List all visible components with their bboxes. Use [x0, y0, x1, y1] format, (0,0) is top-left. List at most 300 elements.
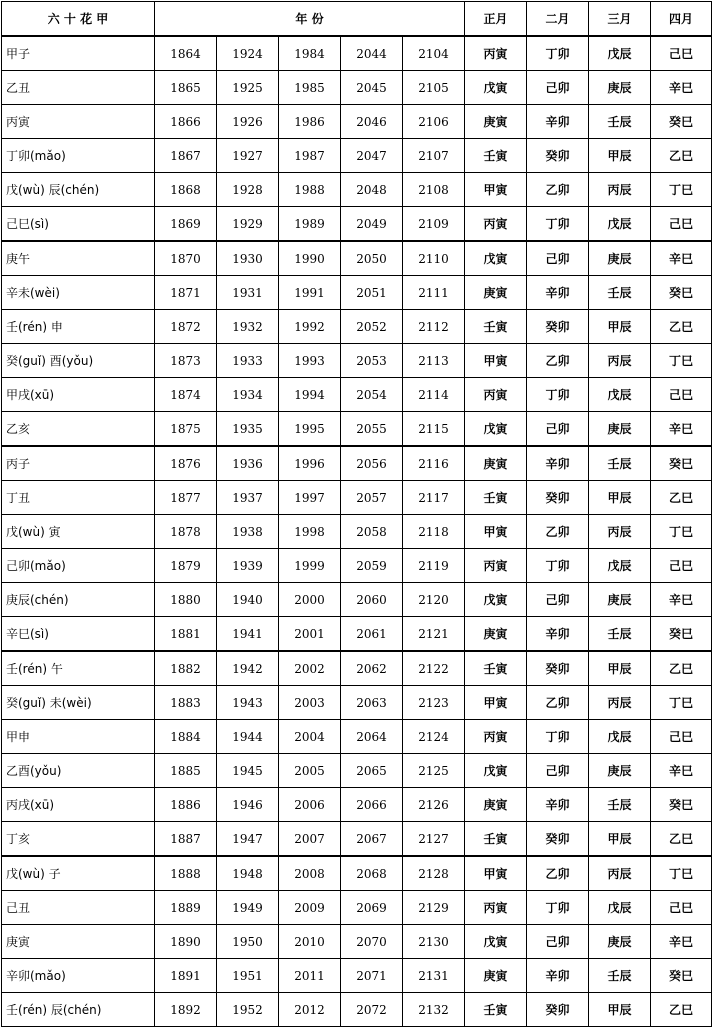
month-cell: 戊寅 [465, 925, 527, 959]
year-cell: 1878 [155, 515, 217, 549]
month-cell: 丁巳 [651, 856, 712, 891]
month-cell: 戊辰 [589, 891, 651, 925]
month-cell: 壬辰 [589, 959, 651, 993]
year-cell: 1986 [279, 105, 341, 139]
month-cell: 庚寅 [465, 446, 527, 481]
cycle-name-cell: 己卯(mǎo) [2, 549, 155, 583]
year-cell: 2108 [403, 173, 465, 207]
year-cell: 1879 [155, 549, 217, 583]
month-cell: 庚辰 [589, 71, 651, 105]
year-cell: 2066 [341, 788, 403, 822]
year-cell: 1987 [279, 139, 341, 173]
cycle-name-cell: 辛卯(mǎo) [2, 959, 155, 993]
month-cell: 丙寅 [465, 36, 527, 71]
month-cell: 丙寅 [465, 891, 527, 925]
year-cell: 2002 [279, 651, 341, 686]
year-cell: 2122 [403, 651, 465, 686]
year-cell: 2044 [341, 36, 403, 71]
month-cell: 壬寅 [465, 139, 527, 173]
year-cell: 1942 [217, 651, 279, 686]
month-cell: 癸巳 [651, 788, 712, 822]
year-cell: 2054 [341, 378, 403, 412]
month-cell: 戊辰 [589, 720, 651, 754]
month-cell: 辛卯 [527, 788, 589, 822]
year-cell: 1985 [279, 71, 341, 105]
month-cell: 甲辰 [589, 139, 651, 173]
month-cell: 丁卯 [527, 207, 589, 242]
month-cell: 乙卯 [527, 856, 589, 891]
month-cell: 辛卯 [527, 105, 589, 139]
month-cell: 乙巳 [651, 651, 712, 686]
year-cell: 2011 [279, 959, 341, 993]
year-cell: 2129 [403, 891, 465, 925]
year-cell: 1940 [217, 583, 279, 617]
year-cell: 1869 [155, 207, 217, 242]
month-cell: 戊寅 [465, 241, 527, 276]
header-month-4: 四月 [651, 2, 712, 37]
month-cell: 庚寅 [465, 276, 527, 310]
month-cell: 癸巳 [651, 617, 712, 652]
year-cell: 2000 [279, 583, 341, 617]
cycle-name-cell: 辛巳(sì) [2, 617, 155, 652]
year-cell: 2123 [403, 686, 465, 720]
year-cell: 1992 [279, 310, 341, 344]
year-cell: 1939 [217, 549, 279, 583]
year-cell: 1937 [217, 481, 279, 515]
year-cell: 2115 [403, 412, 465, 447]
year-cell: 2057 [341, 481, 403, 515]
year-cell: 2061 [341, 617, 403, 652]
cycle-name-cell: 壬(rén) 辰(chén) [2, 993, 155, 1027]
month-cell: 己巳 [651, 720, 712, 754]
cycle-name-cell: 癸(guǐ) 未(wèi) [2, 686, 155, 720]
year-cell: 2104 [403, 36, 465, 71]
year-cell: 1891 [155, 959, 217, 993]
year-cell: 2047 [341, 139, 403, 173]
table-row [2, 856, 712, 891]
month-cell: 乙卯 [527, 686, 589, 720]
year-cell: 2004 [279, 720, 341, 754]
year-cell: 1947 [217, 822, 279, 857]
year-cell: 2064 [341, 720, 403, 754]
table-body [2, 36, 712, 1027]
year-cell: 2065 [341, 754, 403, 788]
year-cell: 2132 [403, 993, 465, 1027]
year-cell: 1925 [217, 71, 279, 105]
month-cell: 辛巳 [651, 754, 712, 788]
year-cell: 2112 [403, 310, 465, 344]
year-cell: 1941 [217, 617, 279, 652]
month-cell: 甲辰 [589, 822, 651, 857]
cycle-name-cell: 戊(wù) 辰(chén) [2, 173, 155, 207]
month-cell: 庚辰 [589, 583, 651, 617]
year-cell: 1990 [279, 241, 341, 276]
year-cell: 1930 [217, 241, 279, 276]
month-cell: 癸卯 [527, 993, 589, 1027]
year-cell: 1946 [217, 788, 279, 822]
month-cell: 庚寅 [465, 959, 527, 993]
month-cell: 丁卯 [527, 36, 589, 71]
month-cell: 丙辰 [589, 856, 651, 891]
month-cell: 庚辰 [589, 754, 651, 788]
month-cell: 戊辰 [589, 36, 651, 71]
year-cell: 2053 [341, 344, 403, 378]
table-row [2, 207, 712, 242]
year-cell: 1887 [155, 822, 217, 857]
year-cell: 1989 [279, 207, 341, 242]
year-cell: 2006 [279, 788, 341, 822]
year-cell: 2118 [403, 515, 465, 549]
table-row [2, 651, 712, 686]
month-cell: 丙辰 [589, 515, 651, 549]
month-cell: 丁卯 [527, 549, 589, 583]
year-cell: 2119 [403, 549, 465, 583]
year-cell: 1950 [217, 925, 279, 959]
year-cell: 2072 [341, 993, 403, 1027]
month-cell: 丁巳 [651, 344, 712, 378]
cycle-name-cell: 丙戌(xū) [2, 788, 155, 822]
month-cell: 辛卯 [527, 446, 589, 481]
year-cell: 1890 [155, 925, 217, 959]
month-cell: 癸巳 [651, 105, 712, 139]
table-row [2, 925, 712, 959]
month-cell: 己巳 [651, 207, 712, 242]
table-row [2, 71, 712, 105]
year-cell: 2070 [341, 925, 403, 959]
month-cell: 丙辰 [589, 173, 651, 207]
table-row [2, 686, 712, 720]
year-cell: 1924 [217, 36, 279, 71]
month-cell: 己卯 [527, 754, 589, 788]
year-cell: 2130 [403, 925, 465, 959]
month-cell: 丙寅 [465, 549, 527, 583]
year-cell: 1935 [217, 412, 279, 447]
month-cell: 庚辰 [589, 241, 651, 276]
cycle-name-cell: 己巳(sì) [2, 207, 155, 242]
table-row [2, 344, 712, 378]
year-cell: 1945 [217, 754, 279, 788]
year-cell: 1996 [279, 446, 341, 481]
year-cell: 1926 [217, 105, 279, 139]
year-cell: 2067 [341, 822, 403, 857]
year-cell: 1867 [155, 139, 217, 173]
month-cell: 乙卯 [527, 344, 589, 378]
year-cell: 1991 [279, 276, 341, 310]
year-cell: 1944 [217, 720, 279, 754]
header-month-1: 正月 [465, 2, 527, 37]
month-cell: 乙巳 [651, 481, 712, 515]
month-cell: 乙巳 [651, 139, 712, 173]
month-cell: 辛巳 [651, 241, 712, 276]
cycle-name-cell: 甲戌(xū) [2, 378, 155, 412]
year-cell: 1951 [217, 959, 279, 993]
month-cell: 戊寅 [465, 754, 527, 788]
month-cell: 丙寅 [465, 207, 527, 242]
year-cell: 1886 [155, 788, 217, 822]
month-cell: 庚辰 [589, 925, 651, 959]
cycle-name-cell: 甲申 [2, 720, 155, 754]
table-row [2, 617, 712, 652]
header-year: 年 份 [155, 2, 465, 37]
month-cell: 壬寅 [465, 481, 527, 515]
month-cell: 癸巳 [651, 276, 712, 310]
cycle-name-cell: 庚午 [2, 241, 155, 276]
year-cell: 1866 [155, 105, 217, 139]
year-cell: 2107 [403, 139, 465, 173]
table-row [2, 720, 712, 754]
year-cell: 1875 [155, 412, 217, 447]
cycle-name-cell: 丁亥 [2, 822, 155, 857]
month-cell: 庚寅 [465, 617, 527, 652]
year-cell: 1936 [217, 446, 279, 481]
cycle-name-cell: 丁丑 [2, 481, 155, 515]
year-cell: 1868 [155, 173, 217, 207]
table-row [2, 310, 712, 344]
year-cell: 2052 [341, 310, 403, 344]
month-cell: 己卯 [527, 583, 589, 617]
month-cell: 丁卯 [527, 891, 589, 925]
year-cell: 1931 [217, 276, 279, 310]
month-cell: 甲寅 [465, 173, 527, 207]
year-cell: 1880 [155, 583, 217, 617]
year-cell: 2117 [403, 481, 465, 515]
year-cell: 2069 [341, 891, 403, 925]
month-cell: 壬寅 [465, 310, 527, 344]
month-cell: 戊辰 [589, 207, 651, 242]
year-cell: 2111 [403, 276, 465, 310]
year-cell: 2051 [341, 276, 403, 310]
year-cell: 2008 [279, 856, 341, 891]
cycle-name-cell: 甲子 [2, 36, 155, 71]
month-cell: 庚辰 [589, 412, 651, 447]
month-cell: 甲寅 [465, 344, 527, 378]
year-cell: 1929 [217, 207, 279, 242]
header-row [2, 2, 712, 37]
table-row [2, 549, 712, 583]
month-cell: 壬辰 [589, 617, 651, 652]
month-cell: 乙巳 [651, 822, 712, 857]
month-cell: 己卯 [527, 925, 589, 959]
month-cell: 甲寅 [465, 856, 527, 891]
table-row [2, 822, 712, 857]
table-row [2, 788, 712, 822]
year-cell: 1998 [279, 515, 341, 549]
year-cell: 1877 [155, 481, 217, 515]
year-cell: 2127 [403, 822, 465, 857]
year-cell: 1952 [217, 993, 279, 1027]
cycle-name-cell: 辛未(wèi) [2, 276, 155, 310]
table-row [2, 139, 712, 173]
table-row [2, 754, 712, 788]
year-cell: 2068 [341, 856, 403, 891]
month-cell: 辛卯 [527, 959, 589, 993]
month-cell: 己巳 [651, 891, 712, 925]
month-cell: 壬寅 [465, 651, 527, 686]
year-cell: 2120 [403, 583, 465, 617]
sexagenary-cycle-table [1, 1, 712, 1027]
year-cell: 2060 [341, 583, 403, 617]
year-cell: 1889 [155, 891, 217, 925]
year-cell: 2050 [341, 241, 403, 276]
table-row [2, 276, 712, 310]
year-cell: 2116 [403, 446, 465, 481]
year-cell: 1888 [155, 856, 217, 891]
table-row [2, 583, 712, 617]
year-cell: 1999 [279, 549, 341, 583]
month-cell: 庚寅 [465, 105, 527, 139]
header-cycle: 六 十 花 甲 [2, 2, 155, 37]
month-cell: 辛巳 [651, 412, 712, 447]
cycle-name-cell: 乙亥 [2, 412, 155, 447]
month-cell: 己卯 [527, 412, 589, 447]
month-cell: 丁卯 [527, 720, 589, 754]
table-row [2, 241, 712, 276]
month-cell: 癸巳 [651, 446, 712, 481]
month-cell: 丙寅 [465, 720, 527, 754]
year-cell: 2062 [341, 651, 403, 686]
table-row [2, 378, 712, 412]
year-cell: 2114 [403, 378, 465, 412]
cycle-name-cell: 癸(guǐ) 酉(yǒu) [2, 344, 155, 378]
cycle-name-cell: 丙寅 [2, 105, 155, 139]
month-cell: 丙辰 [589, 686, 651, 720]
cycle-name-cell: 乙丑 [2, 71, 155, 105]
table-row [2, 105, 712, 139]
year-cell: 2128 [403, 856, 465, 891]
year-cell: 1881 [155, 617, 217, 652]
year-cell: 2109 [403, 207, 465, 242]
month-cell: 癸卯 [527, 310, 589, 344]
year-cell: 2124 [403, 720, 465, 754]
table-row [2, 36, 712, 71]
month-cell: 己卯 [527, 71, 589, 105]
month-cell: 乙卯 [527, 515, 589, 549]
year-cell: 2058 [341, 515, 403, 549]
year-cell: 2046 [341, 105, 403, 139]
year-cell: 1949 [217, 891, 279, 925]
cycle-name-cell: 庚寅 [2, 925, 155, 959]
month-cell: 庚寅 [465, 788, 527, 822]
month-cell: 辛巳 [651, 71, 712, 105]
year-cell: 1874 [155, 378, 217, 412]
year-cell: 1934 [217, 378, 279, 412]
month-cell: 丙寅 [465, 378, 527, 412]
month-cell: 己卯 [527, 241, 589, 276]
year-cell: 2131 [403, 959, 465, 993]
year-cell: 1872 [155, 310, 217, 344]
cycle-name-cell: 壬(rén) 午 [2, 651, 155, 686]
month-cell: 癸卯 [527, 651, 589, 686]
month-cell: 乙巳 [651, 310, 712, 344]
year-cell: 1988 [279, 173, 341, 207]
header-month-3: 三月 [589, 2, 651, 37]
year-cell: 1885 [155, 754, 217, 788]
year-cell: 1927 [217, 139, 279, 173]
month-cell: 甲寅 [465, 686, 527, 720]
table-row [2, 173, 712, 207]
month-cell: 壬辰 [589, 446, 651, 481]
month-cell: 乙巳 [651, 993, 712, 1027]
year-cell: 1873 [155, 344, 217, 378]
month-cell: 甲辰 [589, 310, 651, 344]
month-cell: 己巳 [651, 378, 712, 412]
month-cell: 辛巳 [651, 583, 712, 617]
year-cell: 1984 [279, 36, 341, 71]
table-row [2, 412, 712, 447]
table-row [2, 993, 712, 1027]
year-cell: 2009 [279, 891, 341, 925]
month-cell: 丁巳 [651, 173, 712, 207]
year-cell: 2001 [279, 617, 341, 652]
year-cell: 2126 [403, 788, 465, 822]
year-cell: 2007 [279, 822, 341, 857]
year-cell: 1882 [155, 651, 217, 686]
year-cell: 1932 [217, 310, 279, 344]
month-cell: 壬寅 [465, 993, 527, 1027]
table-row [2, 891, 712, 925]
year-cell: 1871 [155, 276, 217, 310]
month-cell: 戊辰 [589, 549, 651, 583]
cycle-name-cell: 戊(wù) 寅 [2, 515, 155, 549]
year-cell: 1994 [279, 378, 341, 412]
table-row [2, 446, 712, 481]
month-cell: 己巳 [651, 36, 712, 71]
month-cell: 癸卯 [527, 481, 589, 515]
month-cell: 辛巳 [651, 925, 712, 959]
year-cell: 2049 [341, 207, 403, 242]
month-cell: 壬寅 [465, 822, 527, 857]
month-cell: 戊寅 [465, 583, 527, 617]
cycle-name-cell: 庚辰(chén) [2, 583, 155, 617]
year-cell: 2106 [403, 105, 465, 139]
year-cell: 2121 [403, 617, 465, 652]
month-cell: 甲辰 [589, 651, 651, 686]
year-cell: 1997 [279, 481, 341, 515]
year-cell: 1892 [155, 993, 217, 1027]
year-cell: 2059 [341, 549, 403, 583]
month-cell: 甲辰 [589, 993, 651, 1027]
year-cell: 1884 [155, 720, 217, 754]
table-row [2, 959, 712, 993]
year-cell: 2045 [341, 71, 403, 105]
year-cell: 1865 [155, 71, 217, 105]
cycle-name-cell: 壬(rén) 申 [2, 310, 155, 344]
cycle-name-cell: 乙酉(yǒu) [2, 754, 155, 788]
year-cell: 2056 [341, 446, 403, 481]
year-cell: 1876 [155, 446, 217, 481]
year-cell: 2010 [279, 925, 341, 959]
cycle-name-cell: 戊(wù) 子 [2, 856, 155, 891]
month-cell: 丁巳 [651, 515, 712, 549]
year-cell: 2110 [403, 241, 465, 276]
month-cell: 癸卯 [527, 139, 589, 173]
table-row [2, 515, 712, 549]
month-cell: 戊寅 [465, 71, 527, 105]
header-month-2: 二月 [527, 2, 589, 37]
month-cell: 乙卯 [527, 173, 589, 207]
year-cell: 2003 [279, 686, 341, 720]
year-cell: 1993 [279, 344, 341, 378]
year-cell: 1864 [155, 36, 217, 71]
month-cell: 丁卯 [527, 378, 589, 412]
year-cell: 1938 [217, 515, 279, 549]
year-cell: 2012 [279, 993, 341, 1027]
year-cell: 1948 [217, 856, 279, 891]
month-cell: 丙辰 [589, 344, 651, 378]
month-cell: 辛卯 [527, 276, 589, 310]
cycle-name-cell: 丙子 [2, 446, 155, 481]
table-row [2, 481, 712, 515]
